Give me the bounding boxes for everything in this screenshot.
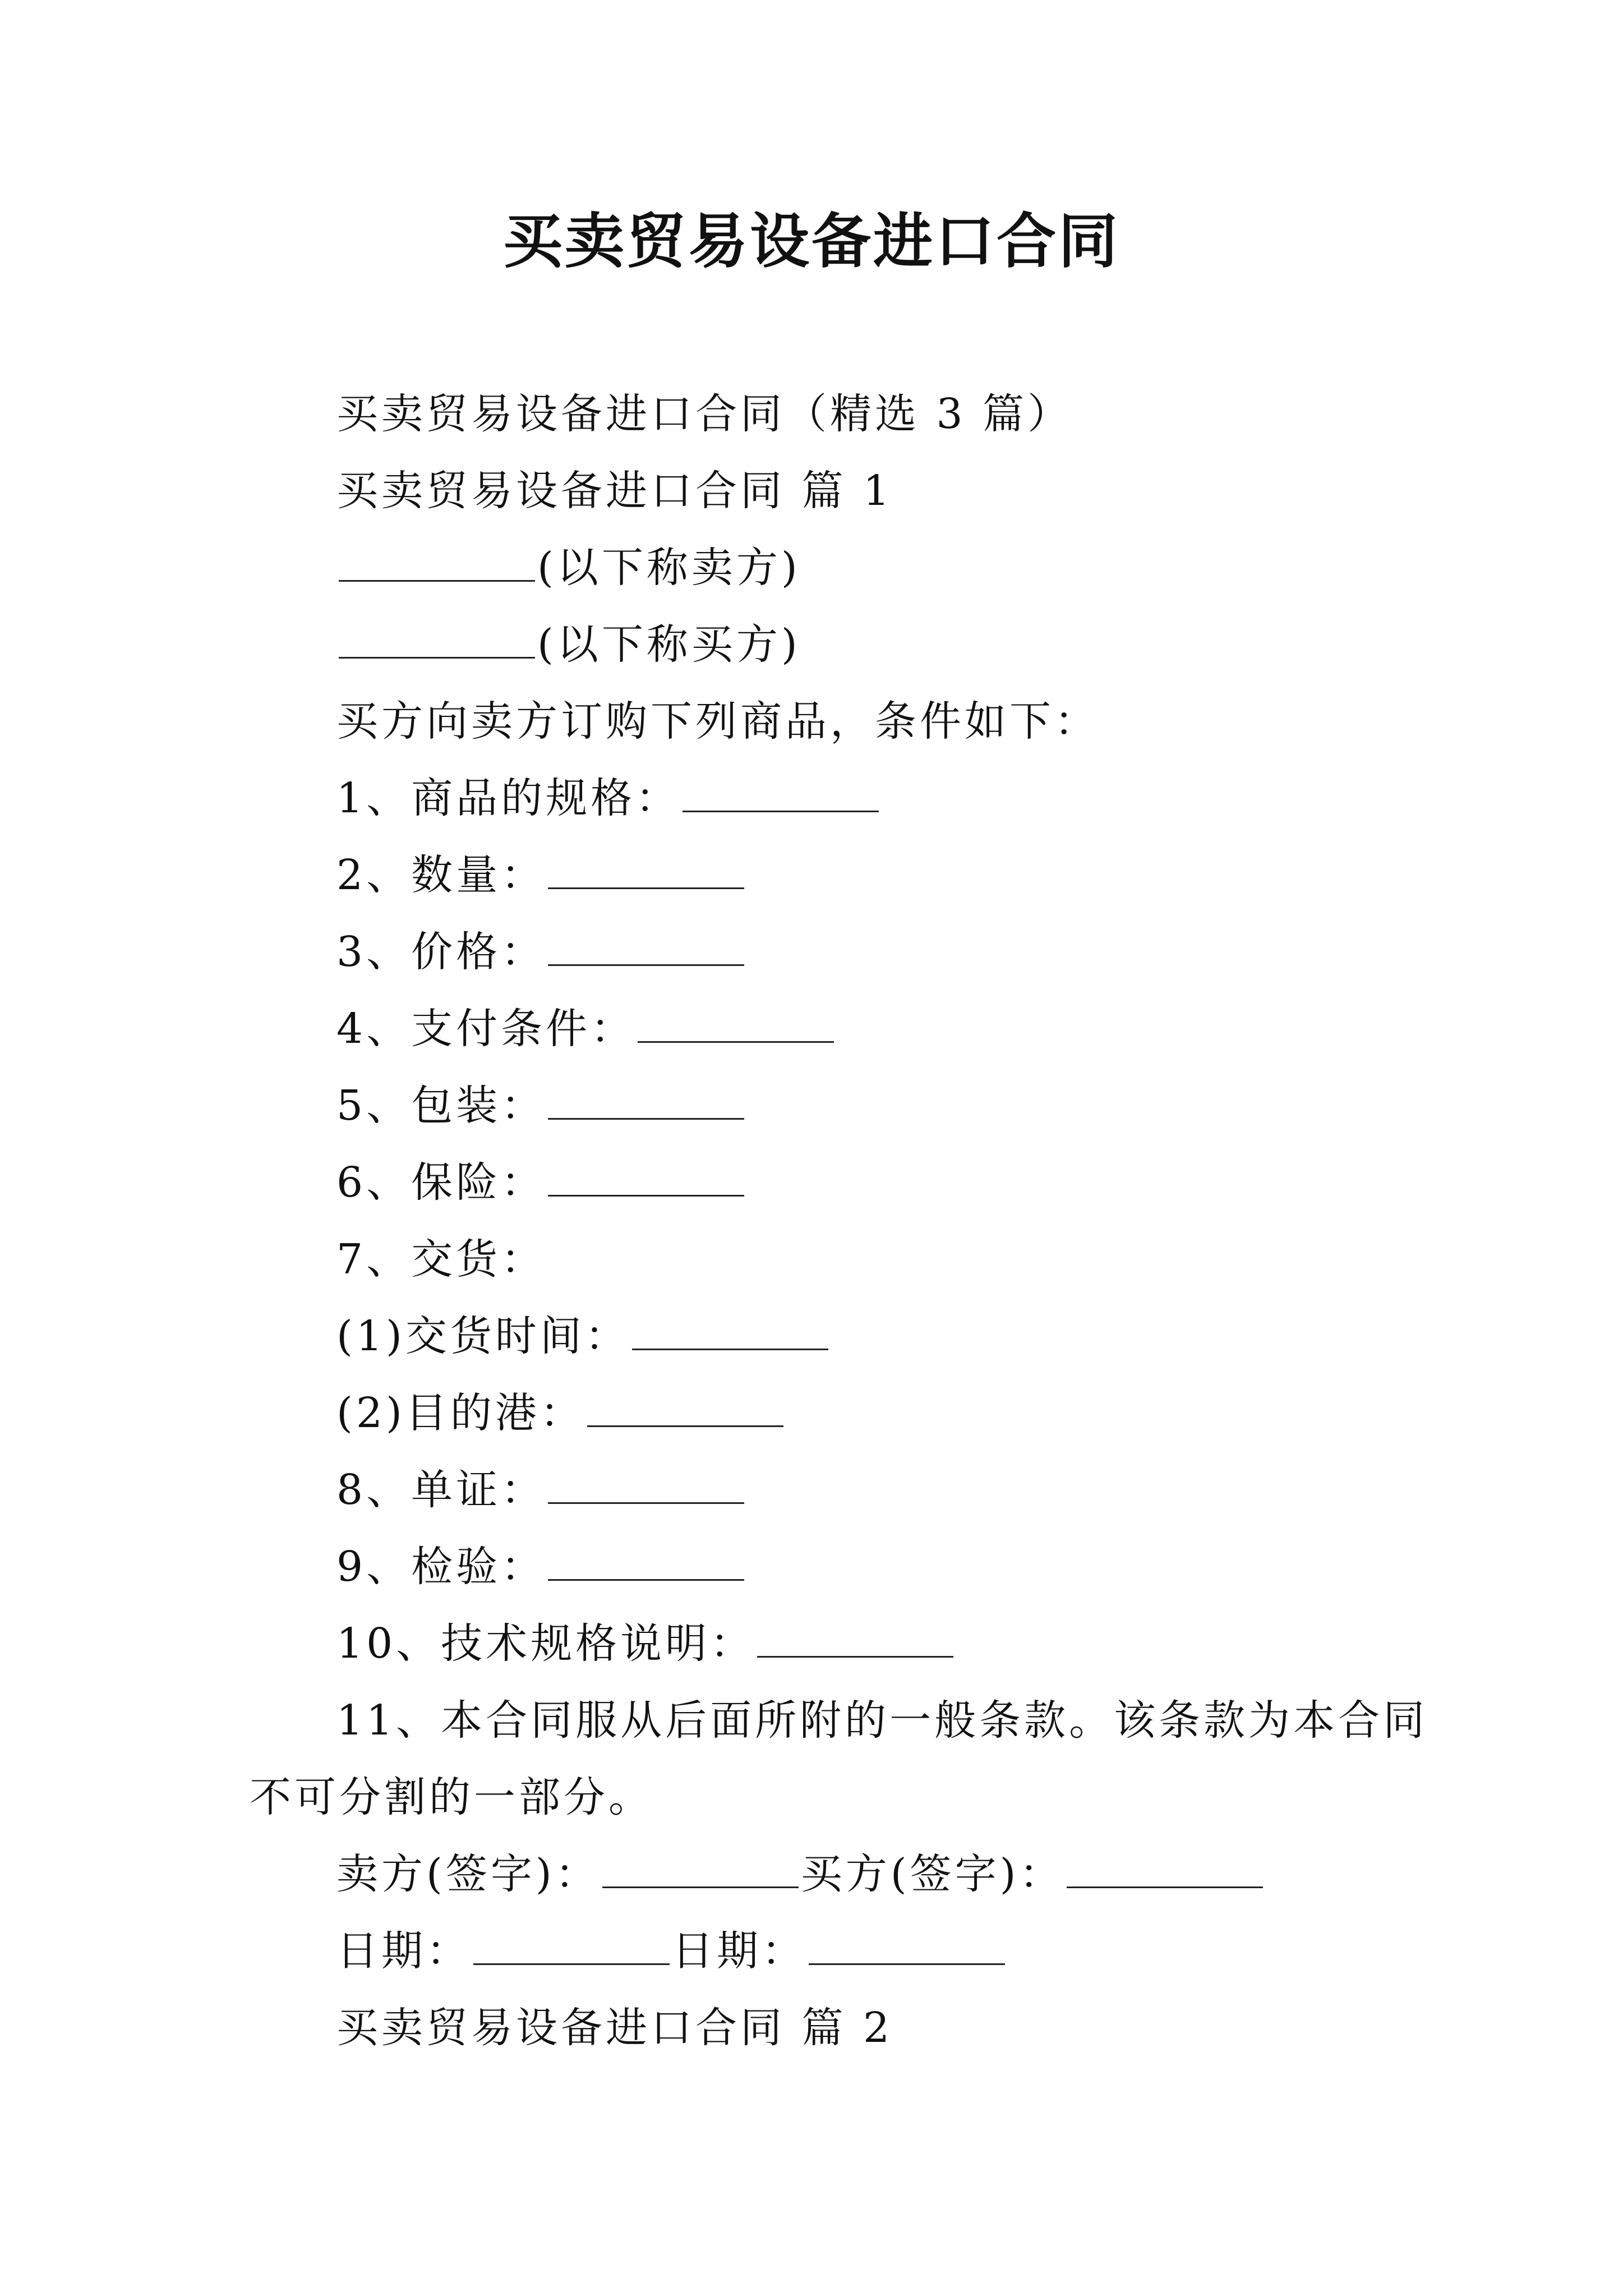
item-4-blank	[638, 1007, 834, 1043]
buyer-signature-label: 买方(签字)：	[800, 1850, 1064, 1898]
date-line	[250, 1913, 1388, 1990]
seller-signature-label: 卖方(签字)：	[336, 1850, 600, 1898]
intro-line: 买卖贸易设备进口合同（精选 3 篇）	[336, 390, 1073, 438]
item-8-label: 8、单证：	[336, 1466, 546, 1514]
buyer-date-blank	[809, 1930, 1005, 1965]
item-2	[250, 837, 1388, 914]
seller-signature-blank	[602, 1853, 799, 1888]
item-7-2-blank	[587, 1392, 783, 1427]
item-1	[250, 760, 1388, 837]
item-9	[250, 1529, 1388, 1605]
item-9-blank	[548, 1545, 744, 1581]
seller-line	[250, 530, 1388, 606]
buyer-line	[250, 606, 1388, 683]
item-11-line-2: 不可分割的一部分。	[250, 1773, 653, 1821]
order-intro: 买方向卖方订购下列商品，条件如下：	[336, 697, 1099, 746]
item-1-label: 1、商品的规格：	[336, 774, 681, 822]
item-5-blank	[548, 1084, 744, 1120]
part1-heading: 买卖贸易设备进口合同 篇 1	[336, 467, 893, 515]
item-6-blank	[548, 1161, 744, 1197]
item-7-1	[250, 1298, 1388, 1375]
item-3-label: 3、价格：	[336, 928, 546, 976]
item-5	[250, 1068, 1388, 1144]
item-6-label: 6、保险：	[336, 1158, 546, 1207]
item-7-2-label: (2)目的港：	[336, 1389, 585, 1437]
item-9-label: 9、检验：	[336, 1543, 546, 1591]
item-2-label: 2、数量：	[336, 851, 546, 899]
buyer-date-label: 日期：	[672, 1927, 806, 1975]
document-body	[250, 376, 1428, 2067]
item-11-line-1: 11、本合同服从后面所附的一般条款。该条款为本合同	[336, 1696, 1428, 1745]
item-7-1-label: (1)交货时间：	[336, 1312, 630, 1360]
document-title: 买卖贸易设备进口合同	[503, 206, 1120, 276]
item-4-label: 4、支付条件：	[336, 1005, 636, 1053]
item-7: 7、交货：	[336, 1235, 546, 1283]
item-7-1-blank	[632, 1315, 828, 1350]
item-7-2	[250, 1375, 1388, 1452]
seller-name-blank	[339, 546, 535, 582]
seller-date-label: 日期：	[336, 1927, 471, 1975]
item-8	[250, 1452, 1388, 1529]
item-3-blank	[548, 931, 744, 966]
signature-line	[250, 1836, 1388, 1913]
item-6	[250, 1144, 1388, 1221]
part2-heading: 买卖贸易设备进口合同 篇 2	[336, 2004, 893, 2052]
seller-label: (以下称卖方)	[537, 544, 801, 592]
item-3	[250, 914, 1388, 991]
buyer-name-blank	[339, 623, 535, 659]
item-2-blank	[548, 854, 744, 889]
item-8-blank	[548, 1469, 744, 1504]
item-1-blank	[683, 777, 879, 812]
item-10	[250, 1605, 1388, 1682]
buyer-signature-blank	[1067, 1853, 1263, 1888]
item-10-label: 10、技术规格说明：	[336, 1619, 755, 1668]
item-10-blank	[757, 1622, 953, 1658]
item-5-label: 5、包装：	[336, 1082, 546, 1130]
item-4	[250, 991, 1388, 1068]
buyer-label: (以下称买方)	[537, 620, 801, 669]
seller-date-blank	[473, 1930, 670, 1965]
